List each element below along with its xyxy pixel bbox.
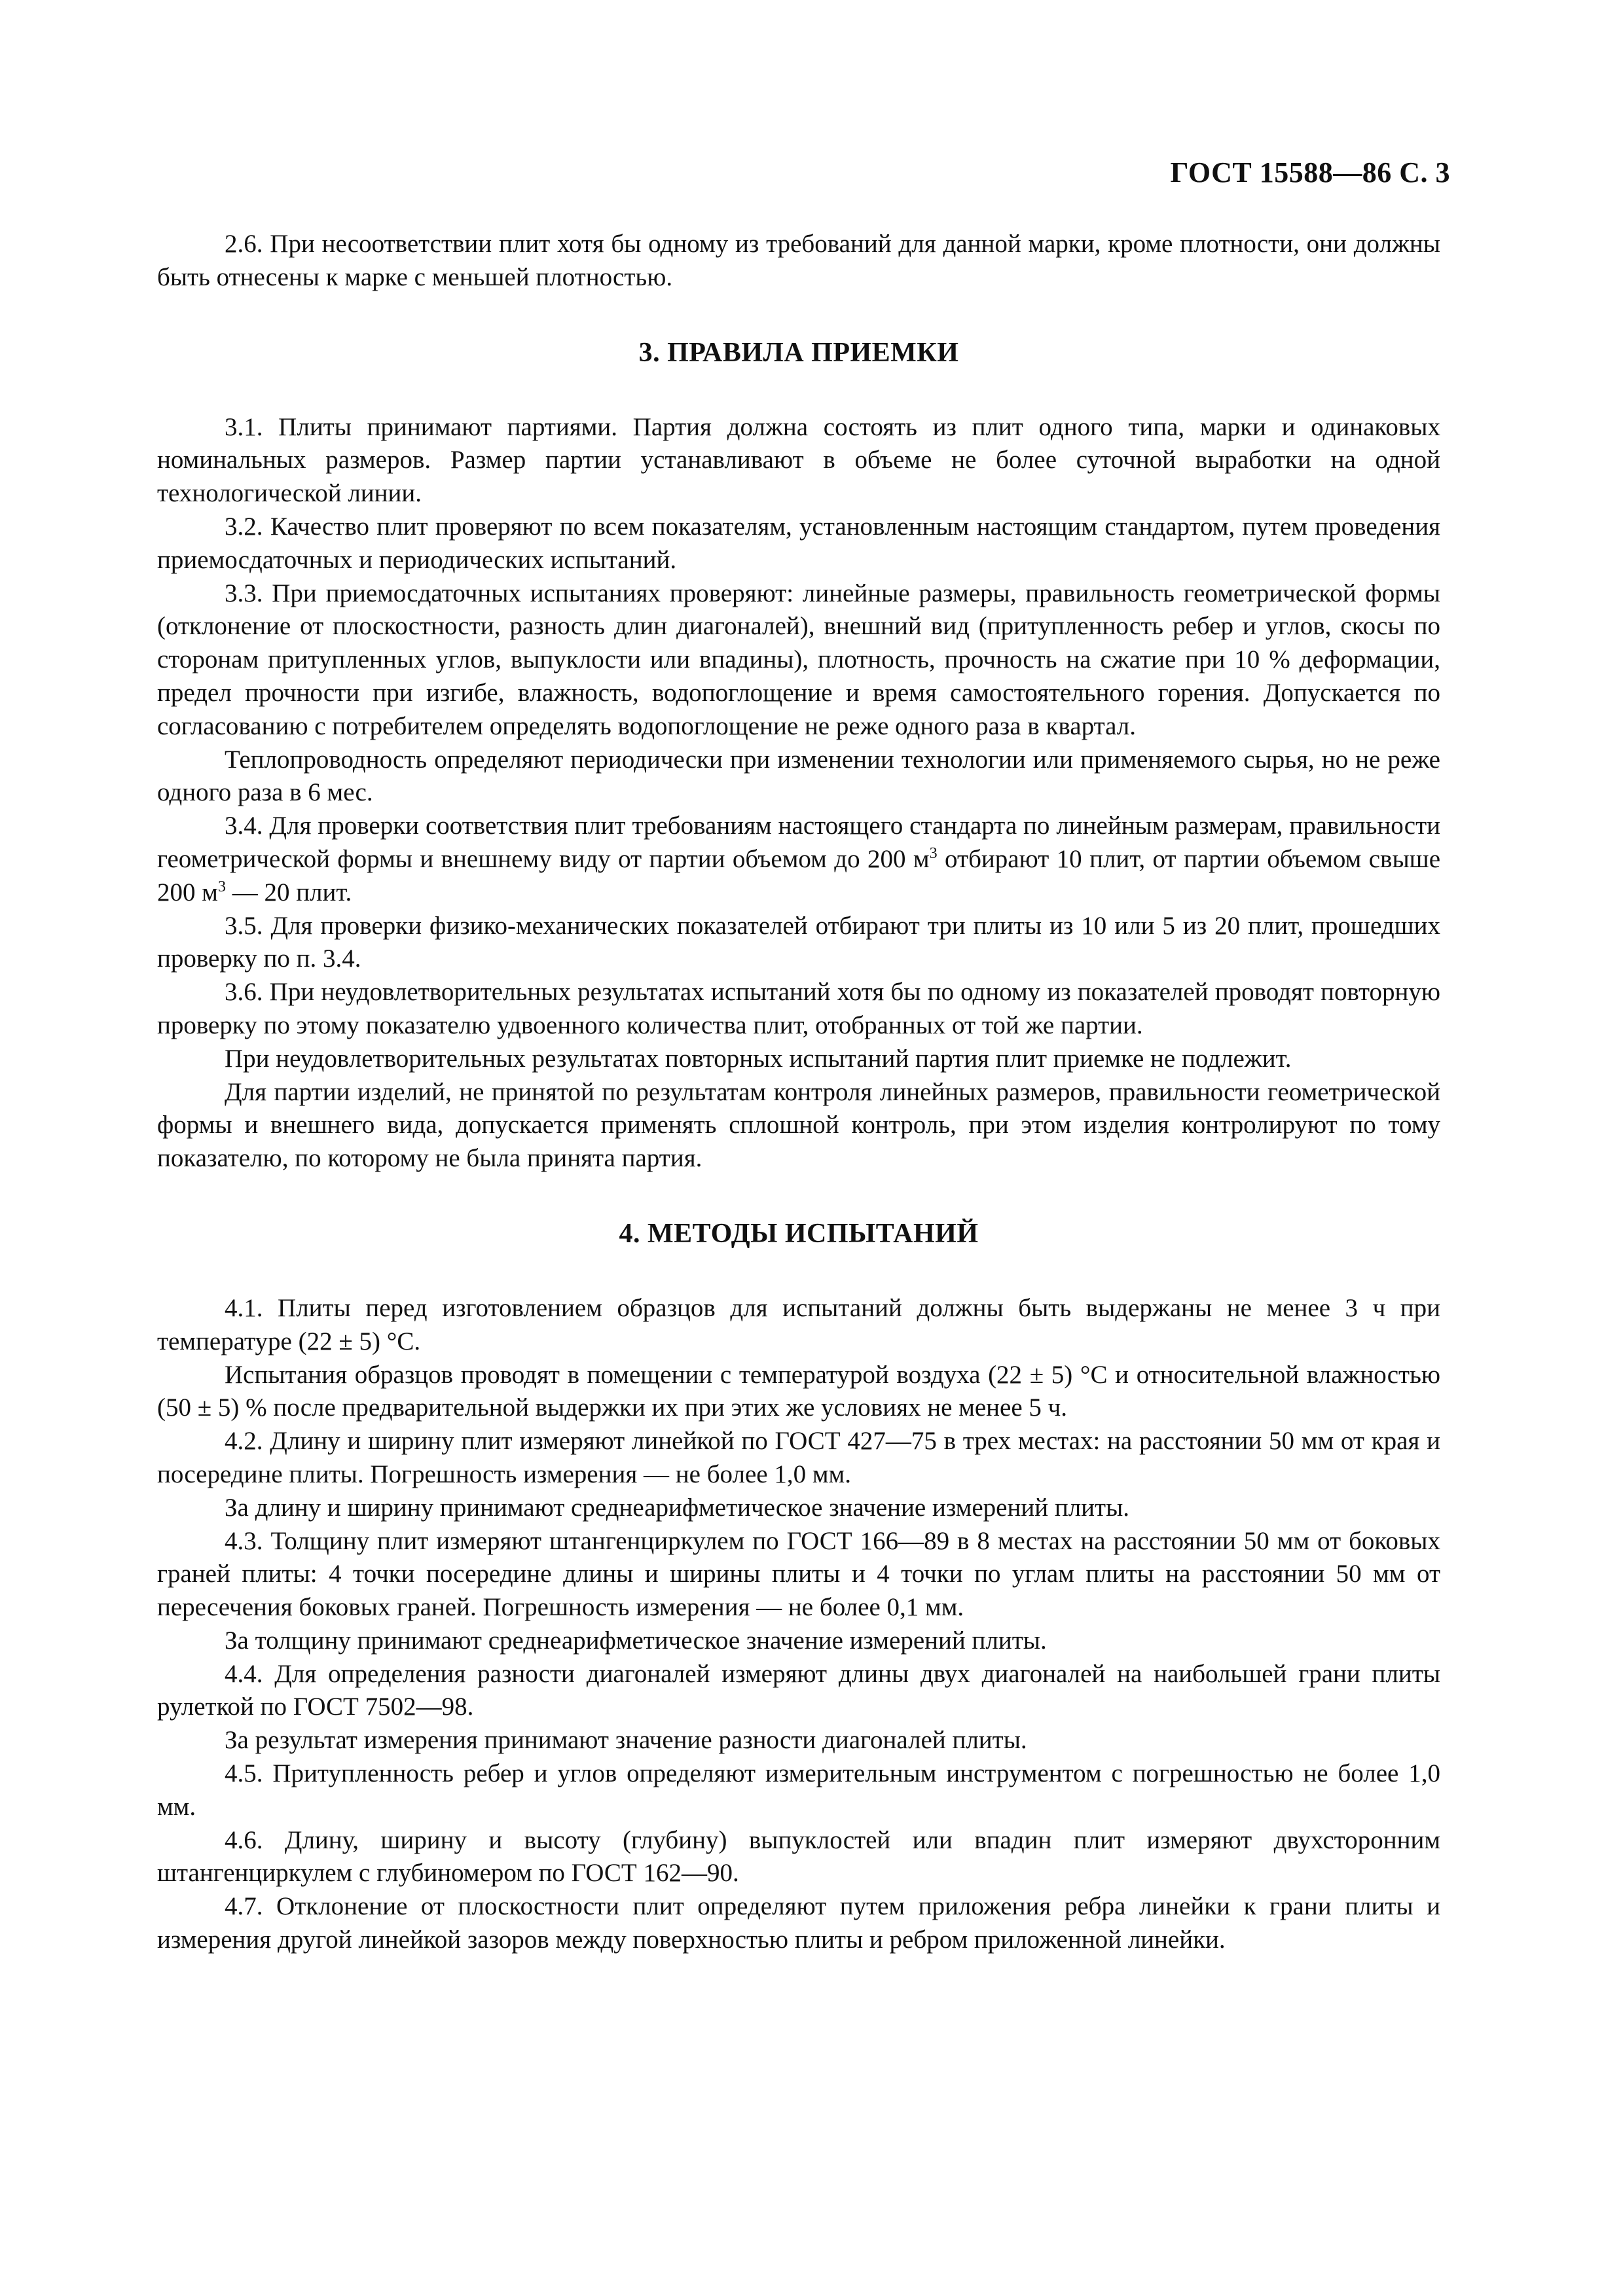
paragraph-3-3: 3.3. При приемосдаточных испытаниях проверяют: линейные размеры, правильность геометрической формы (отклонение от плоскостности, разность длин диагоналей), внешний вид (притупленность ребер и углов, скосы по сторонам притупленных углов, выпуклости или впадины), плотность, прочность на сжатие при 10 % деформации, предел прочности при изгибе, влажность, водопоглощение и время самостоятельного горения. Допускается по согласованию с потребителем определять водопоглощение не реже одного раза в квартал.: [157, 579, 1440, 740]
paragraph-4-7: 4.7. Отклонение от плоскостности плит определяют путем приложения ребра линейки к грани плиты и измерения другой линейкой зазоров между поверхностью плиты и ребром приложенной линейки.: [157, 1892, 1440, 1954]
paragraph-3-2: 3.2. Качество плит проверяют по всем показателям, установленным настоящим стандартом, путем проведения приемосдаточных и периодических испытаний.: [157, 512, 1440, 574]
paragraph-3-1: 3.1. Плиты принимают партиями. Партия должна состоять из плит одного типа, марки и одинаковых номинальных размеров. Размер партии устанавливают в объеме не более суточной выработки на одной технологической линии.: [157, 412, 1440, 508]
paragraph-3-6-continued: При неудовлетворительных результатах повторных испытаний партия плит приемке не подлежит.: [225, 1044, 1292, 1073]
paragraph-3-4-text-1: 3.4. Для проверки соответствия плит требованиям настоящего стандарта по линейным размерам, правильности геометрической формы и внешнему виду от партии объемом до 200 м: [157, 812, 1440, 873]
section-3-title: 3. ПРАВИЛА ПРИЕМКИ: [638, 337, 959, 368]
paragraph-4-1: 4.1. Плиты перед изготовлением образцов для испытаний должны быть выдержаны не менее 3 ч при температуре (22 ± 5) °С.: [157, 1293, 1440, 1355]
paragraph-3-4: [157, 810, 1440, 909]
paragraph-3-6: 3.6. При неудовлетворительных результатах испытаний хотя бы по одному из показателей проводят повторную проверку по этому показателю удвоенного количества плит, отобранных от той же партии.: [157, 978, 1440, 1039]
paragraph-2-6: 2.6. При несоответствии плит хотя бы одному из требований для данной марки, кроме плотности, они должны быть отнесены к марке с меньшей плотностью.: [157, 230, 1440, 291]
paragraph-4-2-continued: За длину и ширину принимают среднеарифметическое значение измерений плиты.: [225, 1493, 1130, 1522]
section-4-title: 4. МЕТОДЫ ИСПЫТАНИЙ: [619, 1218, 979, 1249]
paragraph-4-2: 4.2. Длину и ширину плит измеряют линейкой по ГОСТ 427—75 в трех местах: на расстоянии 50 мм от края и посередине плиты. Погрешность измерения — не более 1,0 мм.: [157, 1427, 1440, 1488]
paragraph-3-4-text-3: — 20 плит.: [225, 878, 352, 906]
superscript-cubic-2: 3: [217, 878, 226, 895]
paragraph-3-4-text-2: отбирают 10 плит, от партии объемом свыше 200 м: [157, 844, 1441, 906]
document-body: [157, 228, 1440, 1957]
paragraph-4-5: 4.5. Притупленность ребер и углов определяют измерительным инструментом с погрешностью не более 1,0 мм.: [157, 1759, 1440, 1821]
paragraph-4-6: 4.6. Длину, ширину и высоту (глубину) выпуклостей или впадин плит измеряют двухсторонним штангенциркулем с глубиномером по ГОСТ 162—90.: [157, 1825, 1440, 1888]
page-header: ГОСТ 15588—86 С. 3: [1170, 156, 1450, 188]
paragraph-4-1-continued: Испытания образцов проводят в помещении с температурой воздуха (22 ± 5) °С и относительной влажностью (50 ± 5) % после предварительной выдержки их при этих же условиях не менее 5 ч.: [157, 1360, 1440, 1422]
superscript-cubic-1: 3: [929, 844, 938, 862]
paragraph-3-5: 3.5. Для проверки физико-механических показателей отбирают три плиты из 10 или 5 из 20 плит, прошедших проверку по п. 3.4.: [157, 911, 1440, 973]
paragraph-4-3-continued: За толщину принимают среднеарифметическое значение измерений плиты.: [225, 1626, 1047, 1655]
paragraph-3-6-continued-2: Для партии изделий, не принятой по результатам контроля линейных размеров, правильности геометрической формы и внешнего вида, допускается применять сплошной контроль, при этом изделия контролируют по тому показателю, по которому не была принята партия.: [157, 1077, 1440, 1173]
paragraph-4-4-continued: За результат измерения принимают значение разности диагоналей плиты.: [225, 1726, 1027, 1755]
paragraph-4-4: 4.4. Для определения разности диагоналей измеряют длины двух диагоналей на наибольшей грани плиты рулеткой по ГОСТ 7502—98.: [157, 1659, 1440, 1721]
paragraph-3-3-continued: Теплопроводность определяют периодически при изменении технологии или применяемого сырья, но не реже одного раза в 6 мес.: [157, 745, 1440, 807]
paragraph-4-3: 4.3. Толщину плит измеряют штангенциркулем по ГОСТ 166—89 в 8 местах на расстоянии 50 мм от боковых граней плиты: 4 точки посередине длины и ширины плиты и 4 точки по углам плиты на расстоянии 50 мм от пересечения боковых граней. Погрешность измерения — не более 0,1 мм.: [157, 1526, 1440, 1622]
